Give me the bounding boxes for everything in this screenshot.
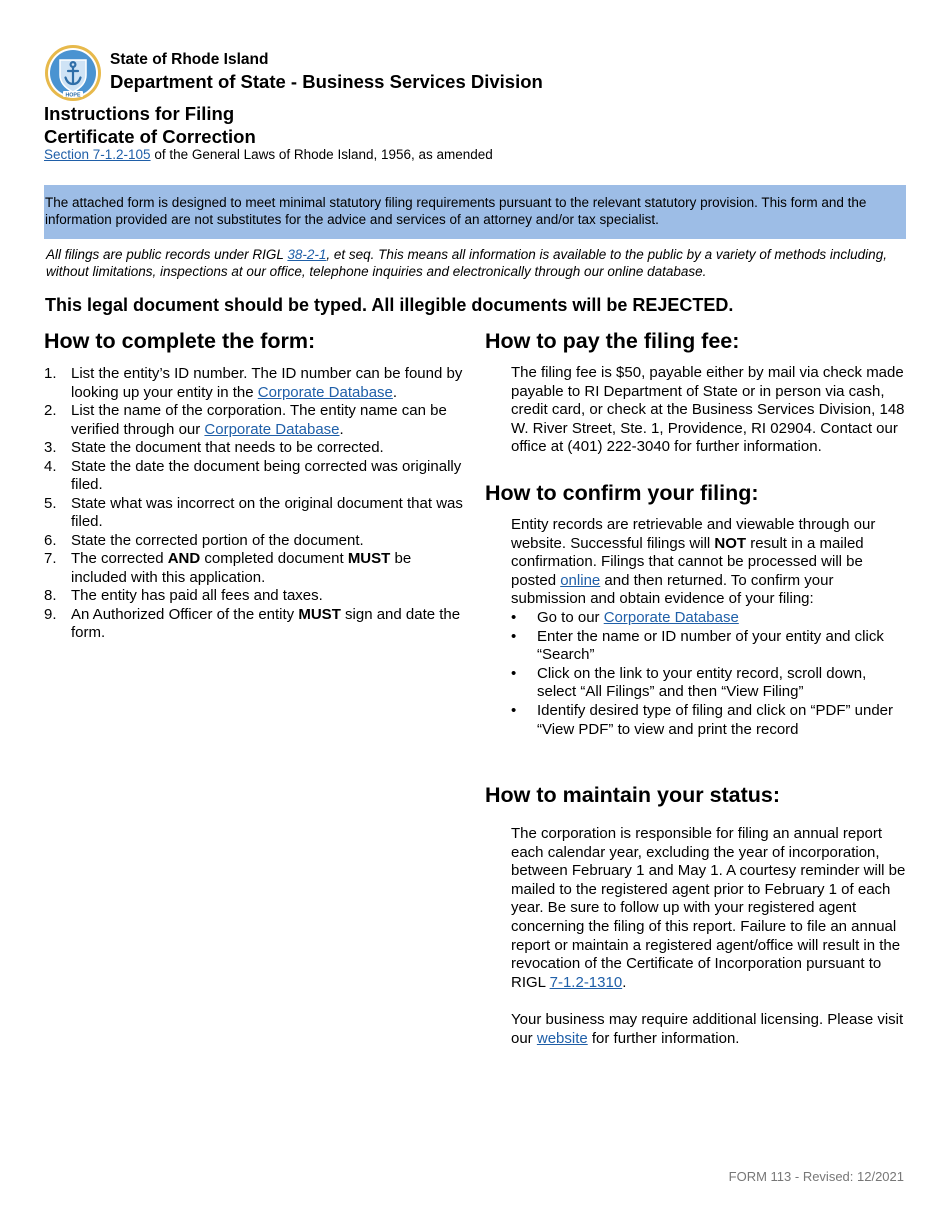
document-title xyxy=(44,102,256,148)
step-number: 2. xyxy=(44,402,57,419)
maintain-text: The corporation is responsible for filing an annual report each calendar year, excluding the year of incorporation, between February 1 and May 1. A courtesy reminder will be mailed to the registered agent prior to February 1 of each year. Be sure to follow up with your registered agent concerning the filing of this report. Failure to file an annual report or maintain a registered agent/office will result in the revocation of the Certificate of Incorporation pursuant to RIGL xyxy=(511,825,906,991)
step-text: sign and date the form. xyxy=(71,605,461,641)
licensing-note xyxy=(511,1011,906,1048)
step-text-end: . xyxy=(339,420,344,438)
licensing-text-end: for further information. xyxy=(587,1029,740,1047)
step-number: 7. xyxy=(44,550,57,567)
list-item xyxy=(44,606,469,643)
list-item xyxy=(511,665,906,702)
typed-warning: This legal document should be typed. All illegible documents will be REJECTED. xyxy=(45,295,734,315)
corporate-database-link[interactable]: Corporate Database xyxy=(204,420,340,438)
list-item xyxy=(44,532,469,551)
corporate-database-link[interactable]: Corporate Database xyxy=(257,383,393,401)
public-records-note xyxy=(46,246,906,280)
step-text: List the entity’s ID number. The ID number can be found by looking up your entity in the xyxy=(71,365,463,401)
bullet-text: Enter the name or ID number of your entity and click “Search” xyxy=(537,627,884,664)
maintain-status-text xyxy=(511,825,906,992)
confirm-text: Entity records are retrievable and viewable through our website. Successful filings will xyxy=(511,516,876,552)
list-item xyxy=(44,458,469,495)
step-number: 4. xyxy=(44,457,57,475)
confirm-filing-section xyxy=(511,516,906,739)
step-text: The corrected xyxy=(71,550,168,567)
licensing-text: Your business may require additional licensing. Please visit our xyxy=(511,1011,904,1047)
step-text: The entity has paid all fees and taxes. xyxy=(71,587,323,604)
list-item xyxy=(44,439,469,458)
state-seal-logo xyxy=(44,44,102,102)
step-text: List the name of the corporation. The entity name can be verified through our xyxy=(71,402,447,438)
bullet: • xyxy=(511,627,517,645)
maintain-status-heading: How to maintain your status: xyxy=(485,783,781,807)
confirm-filing-text xyxy=(511,516,906,609)
form-revision-footer: FORM 113 - Revised: 12/2021 xyxy=(728,1169,904,1184)
pay-fee-heading: How to pay the filing fee: xyxy=(485,329,740,353)
title-line-2: Certificate of Correction xyxy=(44,126,256,147)
rigl-7-1.2-1310-link[interactable]: 7-1.2-1310 xyxy=(549,973,623,991)
step-emphasis: MUST xyxy=(347,550,391,567)
step-number: 3. xyxy=(44,439,57,456)
pay-fee-text: The filing fee is $50, payable either by mail via check made payable to RI Department of State or in person via cash, credit card, or check at the Business Services Division, 148 W. River Street, Ste. 1, Providence, RI 02904. Contact our office at (401) 222-3040 for further information. xyxy=(511,364,905,456)
step-text: State what was incorrect on the original document that was filed. xyxy=(71,494,463,530)
rigl-38-2-1-link[interactable]: 38-2-1 xyxy=(287,247,327,262)
list-item xyxy=(44,402,469,439)
step-text: An Authorized Officer of the entity xyxy=(71,605,299,623)
statute-link[interactable]: Section 7-1.2-105 xyxy=(44,147,151,162)
corporate-database-link[interactable]: Corporate Database xyxy=(603,608,739,626)
confirm-filing-heading: How to confirm your filing: xyxy=(485,481,759,505)
state-name: State of Rhode Island xyxy=(110,51,269,68)
step-text: be included with this application. xyxy=(71,550,412,586)
list-item xyxy=(511,609,906,628)
step-number: 8. xyxy=(44,587,57,604)
seal-motto: HOPE xyxy=(65,92,81,99)
statute-reference xyxy=(44,147,493,162)
list-item xyxy=(44,495,469,532)
bullet: • xyxy=(511,701,517,719)
statute-text: of the General Laws of Rhode Island, 1956, as amended xyxy=(150,147,493,162)
confirm-steps-list xyxy=(511,609,906,739)
completion-steps-list xyxy=(44,365,469,643)
step-text-end: . xyxy=(392,383,398,401)
list-item xyxy=(511,702,906,739)
list-item xyxy=(44,587,469,606)
list-item xyxy=(511,628,906,665)
step-emphasis: AND xyxy=(167,550,201,567)
step-text: State the date the document being corrected was originally filed. xyxy=(71,457,462,493)
bullet-text: Identify desired type of filing and click on “PDF” under “View PDF” to view and print the record xyxy=(537,701,894,738)
bullet-text: Click on the link to your entity record, scroll down, select “All Filings” and then “View Filing” xyxy=(537,664,867,701)
online-link[interactable]: online xyxy=(560,571,601,589)
step-number: 5. xyxy=(44,494,57,512)
list-item xyxy=(44,365,469,402)
step-number: 9. xyxy=(44,605,57,623)
bullet-text: Go to our xyxy=(537,608,604,626)
step-text: State the document that needs to be corrected. xyxy=(71,439,384,456)
website-link[interactable]: website xyxy=(536,1029,588,1047)
step-text: State the corrected portion of the document. xyxy=(71,531,364,549)
public-records-text: All filings are public records under RIGL xyxy=(46,247,288,262)
maintain-text-end: . xyxy=(622,973,627,991)
bullet: • xyxy=(511,608,517,626)
step-number: 6. xyxy=(44,531,57,549)
disclaimer-banner: The attached form is designed to meet minimal statutory filing requirements pursuant to the relevant statutory provision. This form and the information provided are not substitutes for the advice and services of an attorney and/or tax specialist. xyxy=(44,185,906,239)
title-line-1: Instructions for Filing xyxy=(44,103,235,124)
step-text: completed document xyxy=(200,550,348,567)
complete-form-heading: How to complete the form: xyxy=(44,329,316,353)
step-number: 1. xyxy=(44,365,57,382)
confirm-text: result in a mailed confirmation. Filings that cannot be processed will be posted xyxy=(511,534,864,589)
step-emphasis: MUST xyxy=(298,605,341,623)
list-item xyxy=(44,550,469,587)
bullet: • xyxy=(511,664,517,682)
confirm-emphasis: NOT xyxy=(714,534,747,552)
public-records-text-end: , et seq. This means all information is available to the public by a variety of methods including, without limitations, inspections at our office, telephone inquiries and electronically through our online database. xyxy=(46,247,887,279)
confirm-text: and then returned. To confirm your submission and obtain evidence of your filing: xyxy=(511,571,834,608)
department-name: Department of State - Business Services Division xyxy=(110,71,543,92)
